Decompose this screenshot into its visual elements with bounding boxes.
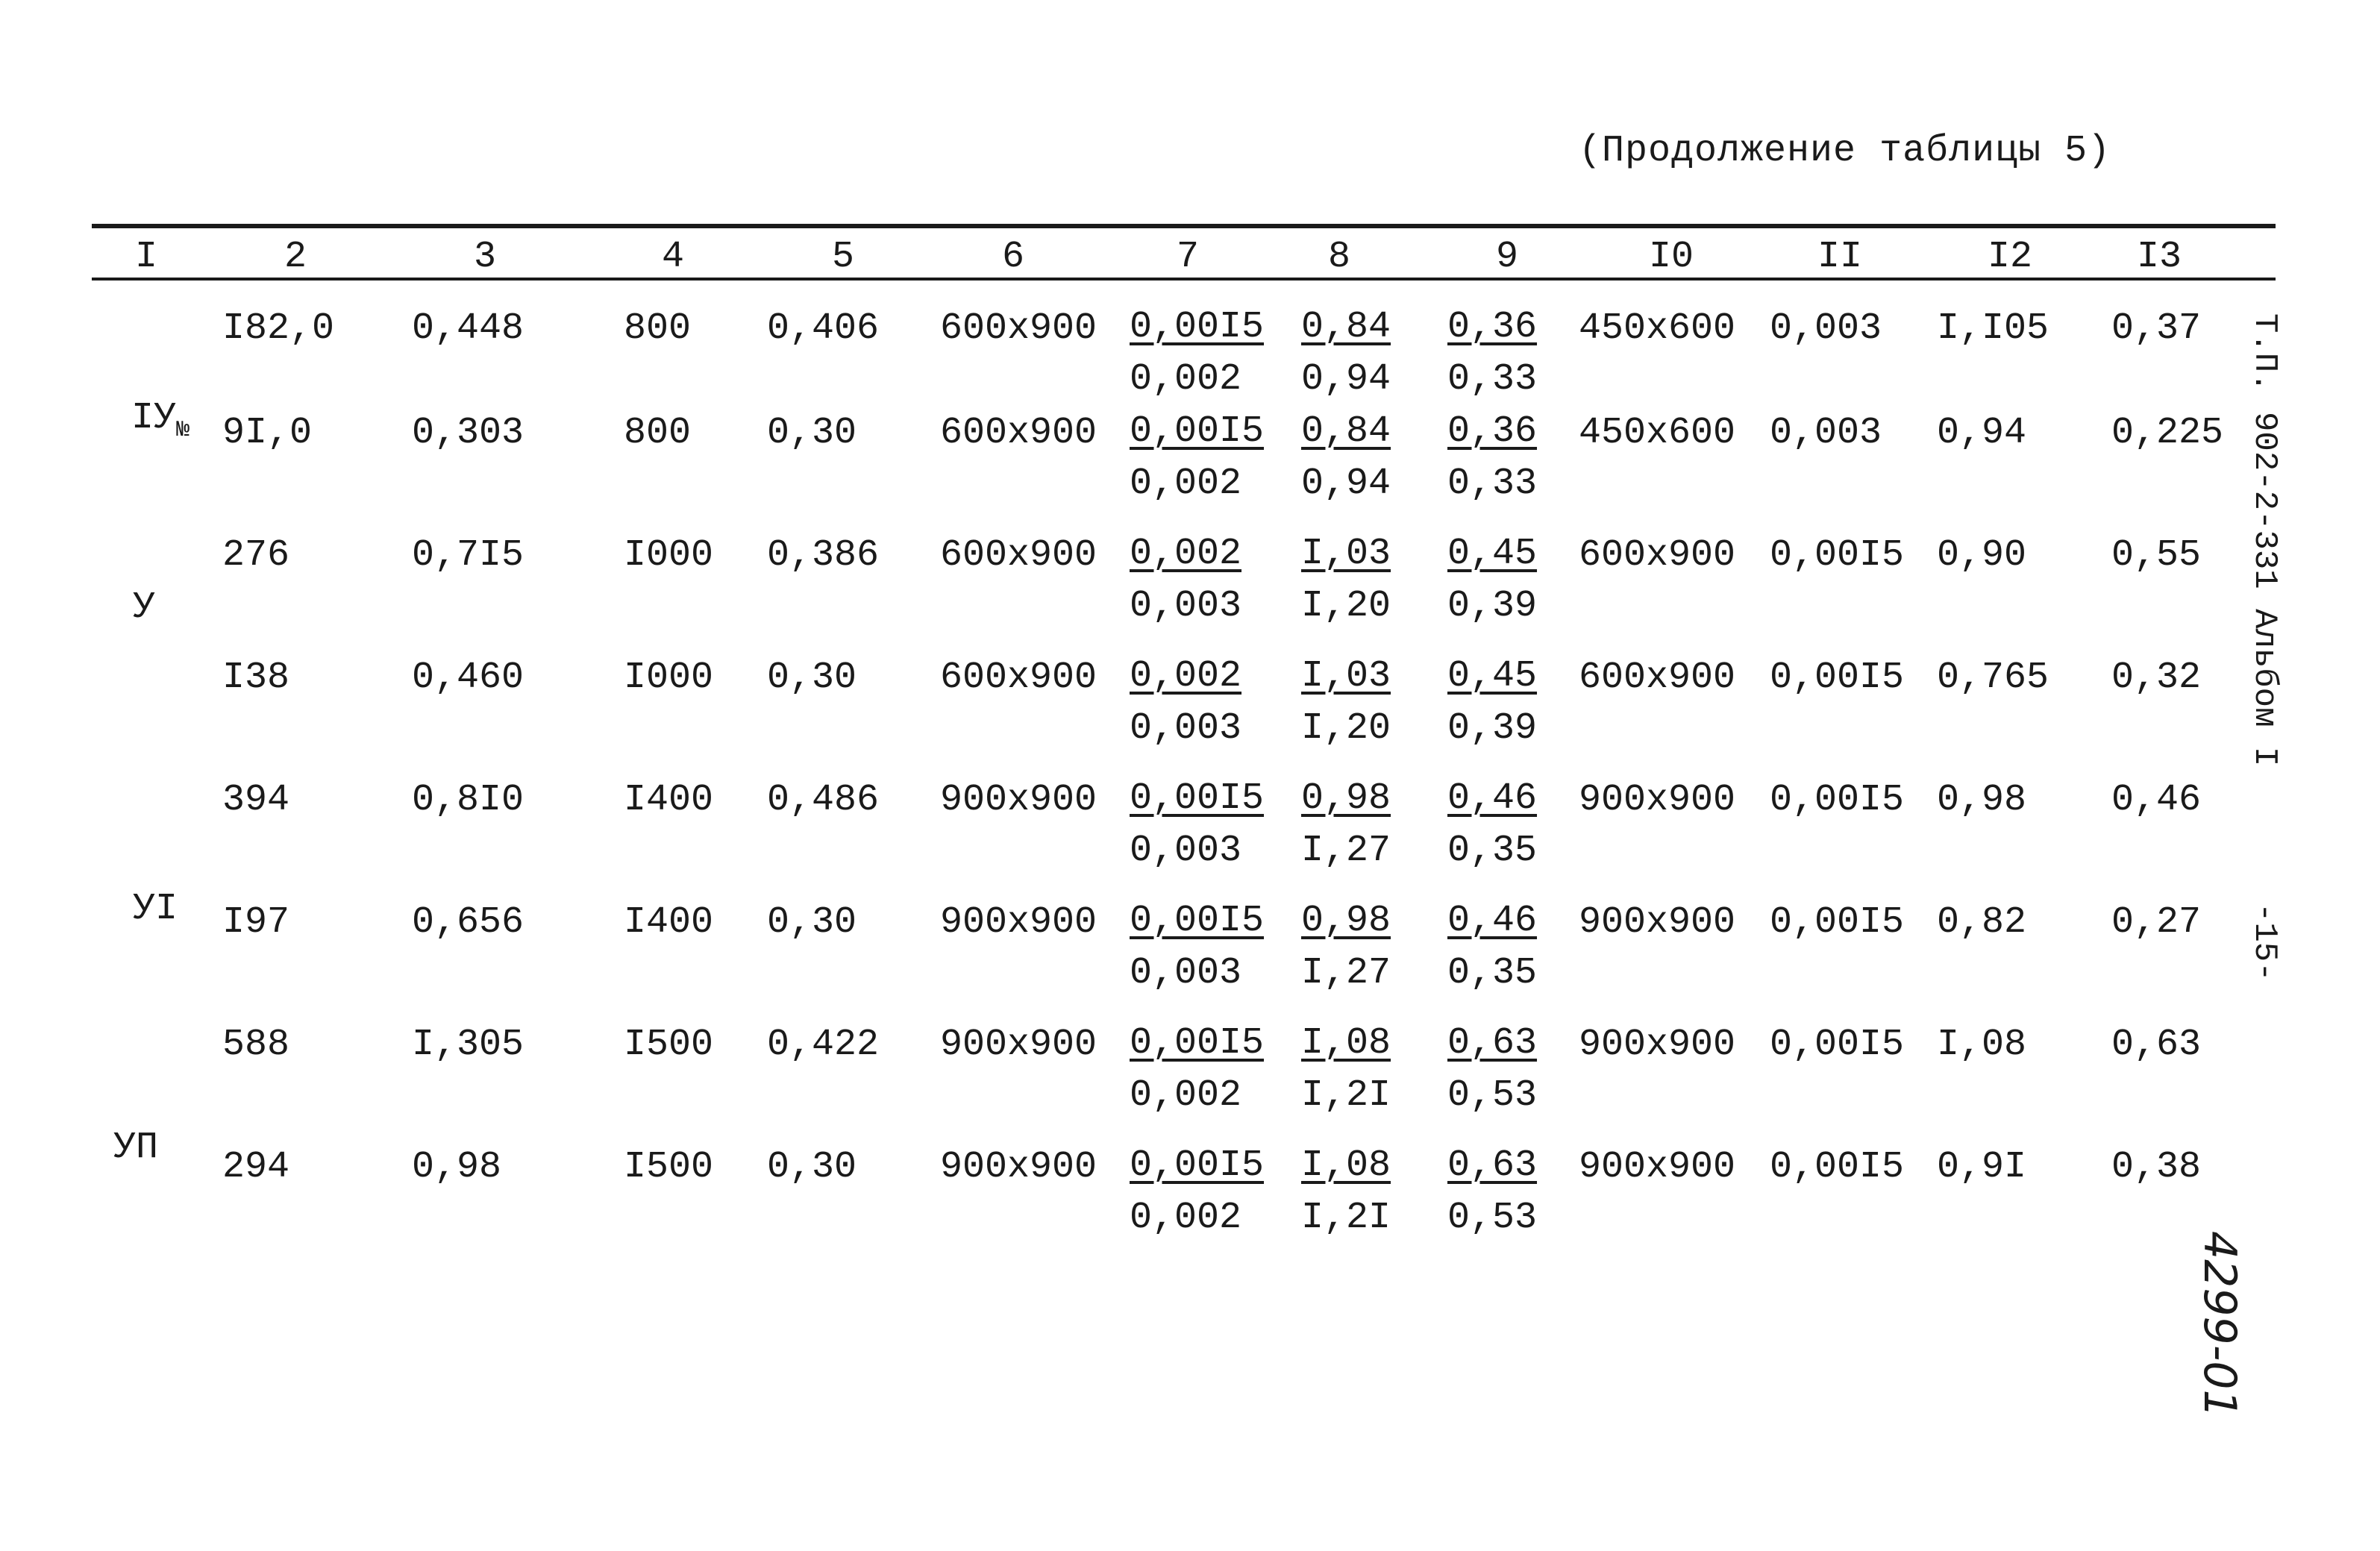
fraction-cell [1301,773,1391,877]
table-cell: 900x900 [1579,1146,1736,1188]
table-cell: I38 [222,657,290,699]
table-cell: 0,486 [767,779,880,821]
fraction-cell [1301,1140,1391,1244]
page-number: -15- [2246,903,2283,982]
fraction-cell [1301,301,1391,406]
numerator: 0,46 [1447,900,1538,942]
numerator: 0,63 [1447,1144,1538,1187]
table-cell: I500 [624,1024,714,1066]
denominator: I,2I [1301,1197,1391,1239]
denominator: I,27 [1301,830,1391,872]
column-header: 7 [1176,236,1200,278]
fraction-cell [1301,1018,1391,1122]
numerator: 0,00I5 [1130,1144,1265,1187]
table-cell: 450x600 [1579,412,1736,454]
table-cell: 0,225 [2111,412,2224,454]
table-cell: 800 [624,307,692,350]
table-cell: I400 [624,779,714,821]
row-group-label: УП [113,1127,159,1169]
denominator: 0,39 [1447,707,1538,750]
numerator: 0,00I5 [1130,1022,1265,1065]
column-header: II [1817,236,1863,278]
fraction-cell [1447,1018,1537,1122]
numerator: 0,00I5 [1130,777,1265,820]
denominator: 0,002 [1130,463,1242,505]
column-header: 8 [1327,236,1351,278]
table-cell: 0,765 [1937,657,2049,699]
table-cell: 0,82 [1937,901,2027,944]
fraction-cell [1130,651,1241,755]
numerator: 0,00I5 [1130,410,1265,453]
table-cell: I97 [222,901,290,944]
table-cell: I500 [624,1146,714,1188]
fraction-cell [1447,773,1537,877]
column-header: 3 [473,236,497,278]
fraction-cell [1130,895,1264,1000]
table-cell: 0,422 [767,1024,880,1066]
table-cell: 600x900 [1579,657,1736,699]
denominator: I,20 [1301,707,1391,750]
table-cell: I,08 [1937,1024,2027,1066]
denominator: 0,33 [1447,463,1538,505]
table-cell: 0,63 [2111,1024,2202,1066]
fraction-cell [1130,406,1264,510]
table-cell: 0,00I5 [1770,1146,1905,1188]
fraction-cell [1130,301,1264,406]
table-cell: 0,00I5 [1770,534,1905,577]
table-cell: 9I,0 [222,412,313,454]
fraction-cell [1301,651,1391,755]
table-cell: I,I05 [1937,307,2049,350]
table-cell: 0,303 [412,412,524,454]
numerator: I,03 [1301,533,1391,575]
table-cell: 0,94 [1937,412,2027,454]
numerator: 0,002 [1130,655,1242,698]
table-cell: 600x900 [1579,534,1736,577]
numerator: 0,45 [1447,533,1538,575]
fraction-cell [1447,301,1537,406]
fraction-cell [1130,1018,1264,1122]
header-top-rule [92,224,2276,228]
numerator: I,08 [1301,1144,1391,1187]
denominator: 0,94 [1301,358,1391,401]
table-cell: 600x900 [940,657,1097,699]
denominator: 0,39 [1447,585,1538,627]
table-cell: 0,003 [1770,412,1882,454]
numerator: 0,84 [1301,410,1391,453]
numerator: 0,00I5 [1130,900,1265,942]
table-cell: 0,00I5 [1770,657,1905,699]
denominator: 0,53 [1447,1197,1538,1239]
column-header: I3 [2136,236,2182,278]
table-cell: 0,90 [1937,534,2027,577]
table-cell: 588 [222,1024,290,1066]
table-cell: 0,98 [1937,779,2027,821]
denominator: I,2I [1301,1074,1391,1117]
fraction-cell [1130,1140,1264,1244]
table-cell: 450x600 [1579,307,1736,350]
table-cell: I000 [624,534,714,577]
numerator: 0,36 [1447,306,1538,348]
table-cell: I400 [624,901,714,944]
denominator: 0,53 [1447,1074,1538,1117]
column-header: 4 [661,236,685,278]
fraction-cell [1130,773,1264,877]
table-cell: 0,00I5 [1770,1024,1905,1066]
column-header: 5 [831,236,855,278]
table-cell: 0,37 [2111,307,2202,350]
numerator: 0,98 [1301,777,1391,820]
column-header: 2 [284,236,307,278]
table-cell: 800 [624,412,692,454]
fraction-cell [1447,651,1537,755]
table-cell: I82,0 [222,307,335,350]
table-cell: I,305 [412,1024,524,1066]
denominator: 0,002 [1130,358,1242,401]
table-cell: 0,00I5 [1770,779,1905,821]
denominator: 0,002 [1130,1197,1242,1239]
numerator: 0,98 [1301,900,1391,942]
column-header: I [134,236,158,278]
table-cell: 0,27 [2111,901,2202,944]
row-group-label: УI [133,888,178,930]
handwritten-stamp: 4299-01 [2193,1231,2246,1418]
denominator: 0,94 [1301,463,1391,505]
table-cell: 0,55 [2111,534,2202,577]
table-cell: 0,38 [2111,1146,2202,1188]
table-cell: 0,00I5 [1770,901,1905,944]
numerator: I,03 [1301,655,1391,698]
denominator: 0,35 [1447,830,1538,872]
table-cell: 900x900 [1579,779,1736,821]
table-cell: 0,460 [412,657,524,699]
table-cell: 0,9I [1937,1146,2027,1188]
table-cell: 900x900 [1579,901,1736,944]
side-title: Т.П. 902-2-331 Альбом I [2246,313,2283,767]
denominator: 0,35 [1447,952,1538,994]
table-cell: 0,30 [767,657,857,699]
table-cell: 0,30 [767,1146,857,1188]
column-header: I0 [1648,236,1694,278]
table-cell: 294 [222,1146,290,1188]
row-group-label: У [133,586,156,629]
table-cell: 600x900 [940,534,1097,577]
column-header: 9 [1495,236,1519,278]
table-cell: 276 [222,534,290,577]
fraction-cell [1301,528,1391,633]
table-caption: (Продолжение таблицы 5) [1579,130,2111,172]
table-cell: 0,30 [767,412,857,454]
table-cell: 600x900 [940,307,1097,350]
fraction-cell [1447,895,1537,1000]
table-cell: 0,003 [1770,307,1882,350]
table-cell: 0,30 [767,901,857,944]
table-cell: 0,406 [767,307,880,350]
table-cell: 394 [222,779,290,821]
numerator: 0,45 [1447,655,1538,698]
denominator: 0,002 [1130,1074,1242,1117]
table-cell: 0,448 [412,307,524,350]
table-cell: 900x900 [940,1146,1097,1188]
denominator: 0,003 [1130,707,1242,750]
denominator: 0,003 [1130,952,1242,994]
numerator: 0,00I5 [1130,306,1265,348]
fraction-cell [1447,1140,1537,1244]
fraction-cell [1130,528,1241,633]
numerator: 0,002 [1130,533,1242,575]
numerator: I,08 [1301,1022,1391,1065]
table-cell: 0,46 [2111,779,2202,821]
column-header: I2 [1987,236,2033,278]
row-group-label: $IУ_№$ [131,397,190,443]
numerator: 0,46 [1447,777,1538,820]
table-cell: 0,7I5 [412,534,524,577]
table-cell: 900x900 [1579,1024,1736,1066]
table-cell: 0,8I0 [412,779,524,821]
table-cell: 900x900 [940,1024,1097,1066]
denominator: 0,003 [1130,585,1242,627]
fraction-cell [1447,528,1537,633]
table-cell: 0,32 [2111,657,2202,699]
table-cell: 900x900 [940,779,1097,821]
numerator: 0,36 [1447,410,1538,453]
denominator: I,20 [1301,585,1391,627]
denominator: 0,33 [1447,358,1538,401]
fraction-cell [1301,406,1391,510]
table-cell: I000 [624,657,714,699]
numerator: 0,84 [1301,306,1391,348]
column-header: 6 [1001,236,1025,278]
table-cell: 600x900 [940,412,1097,454]
table-cell: 0,98 [412,1146,502,1188]
table-cell: 0,386 [767,534,880,577]
denominator: I,27 [1301,952,1391,994]
table-cell: 0,656 [412,901,524,944]
fraction-cell [1301,895,1391,1000]
denominator: 0,003 [1130,830,1242,872]
table-cell: 900x900 [940,901,1097,944]
fraction-cell [1447,406,1537,510]
numerator: 0,63 [1447,1022,1538,1065]
